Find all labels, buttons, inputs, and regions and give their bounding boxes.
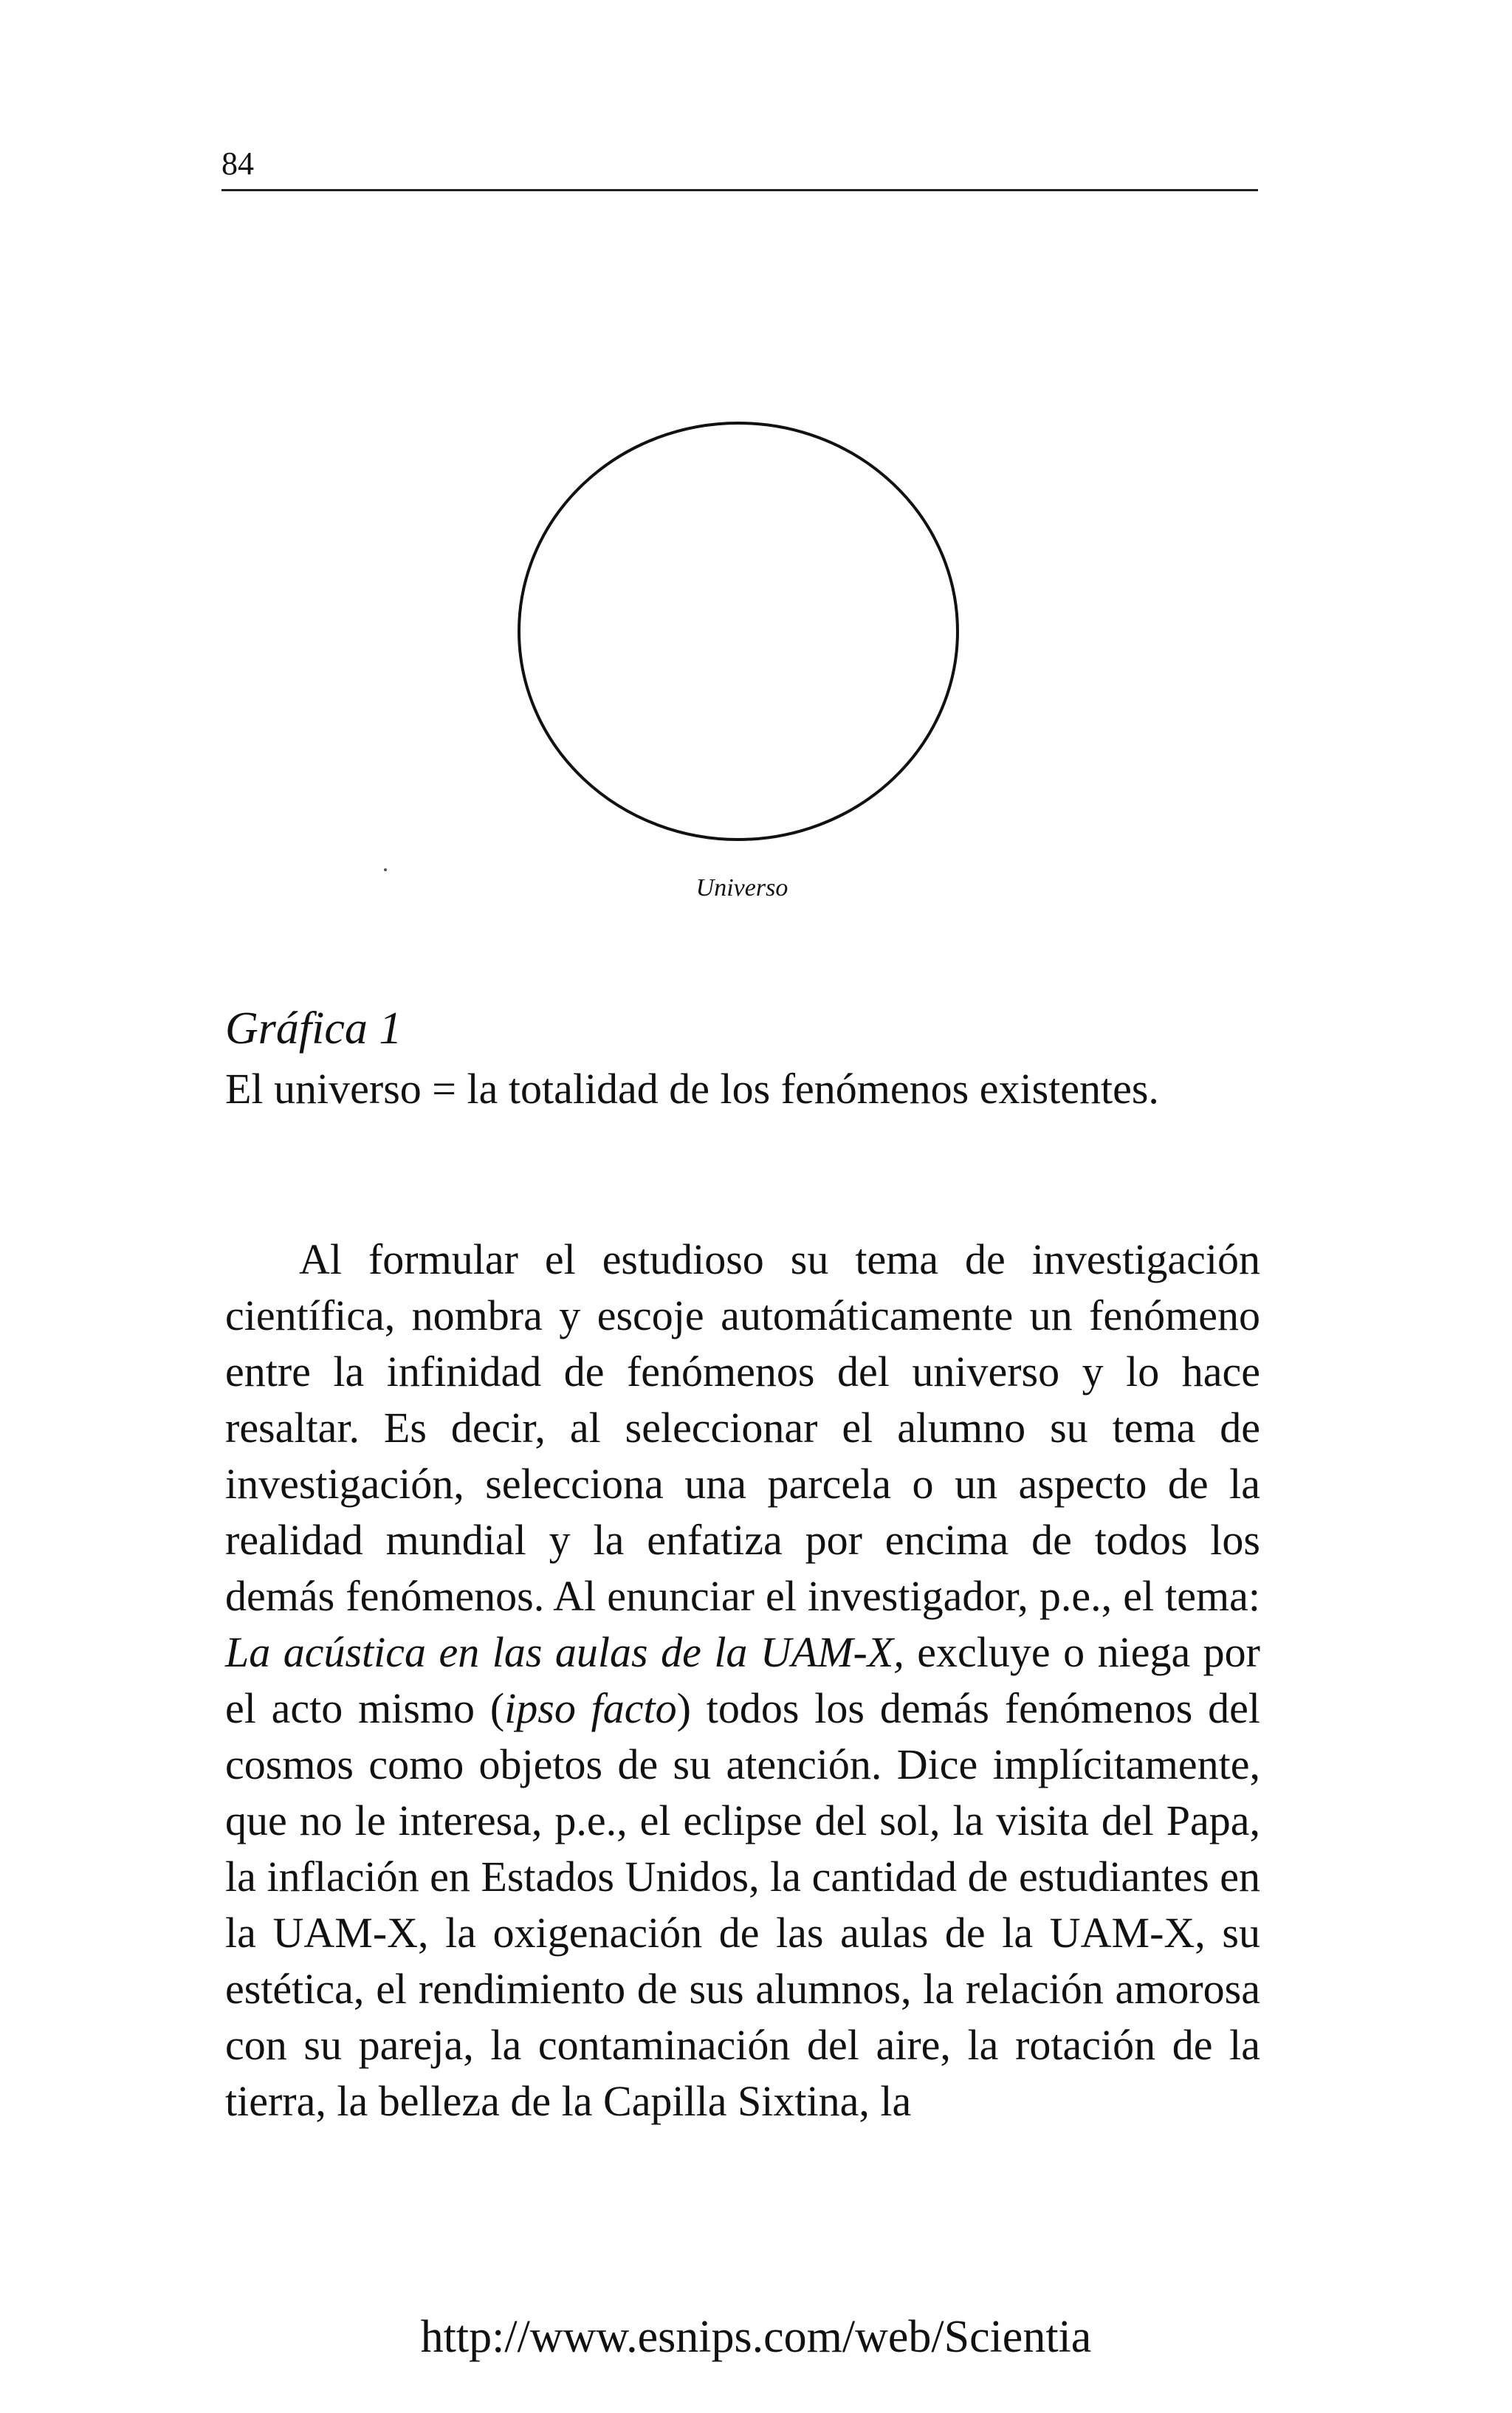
body-text-part-2: excluye o niega por el acto mismo ( xyxy=(225,1628,1260,1732)
universe-circle-figure xyxy=(502,410,975,853)
graph-definition: El universo = la totalidad de los fenómenos existentes. xyxy=(225,1065,1159,1113)
body-text-part-1: Al formular el estudioso su tema de investigación científica, nombra y escoje automáticamente un fenómeno entre la infinidad de fenómenos del universo y lo hace resaltar. Es decir, al seleccionar el alumno su tema de investigación, selecciona una parcela o un aspecto de la realidad mundial y la enfatiza por encima de todos los demás fenómenos. Al enunciar el investigador, p.e., el tema: xyxy=(225,1235,1260,1620)
footer-url: http://www.esnips.com/web/Scientia xyxy=(420,2312,1092,2362)
figure-caption: Universo xyxy=(695,874,788,902)
italic-latin-phrase: ipso facto xyxy=(504,1684,677,1732)
italic-topic-title: La acústica en las aulas de la UAM-X, xyxy=(225,1628,904,1676)
body-text-part-3: ) todos los demás fenómenos del cosmos como objetos de su atención. Dice implícitamente, que no le interesa, p.e., el eclipse del sol, la visita del Papa, la inflación en Estados Unidos, la cantidad de estudiantes en la UAM-X, la oxigenación de las aulas de la UAM-X, su estética, el rendimiento de sus alumnos, la relación amorosa con su pareja, la contaminación del aire, la rotación de la tierra, la belleza de la Capilla Sixtina, la xyxy=(225,1684,1260,2125)
header-rule xyxy=(221,189,1258,191)
scan-speck xyxy=(384,868,387,871)
universe-circle xyxy=(519,423,958,840)
page-number: 84 xyxy=(221,145,254,182)
body-paragraph xyxy=(225,1232,1260,2129)
graph-label: Gráfica 1 xyxy=(225,1003,402,1054)
